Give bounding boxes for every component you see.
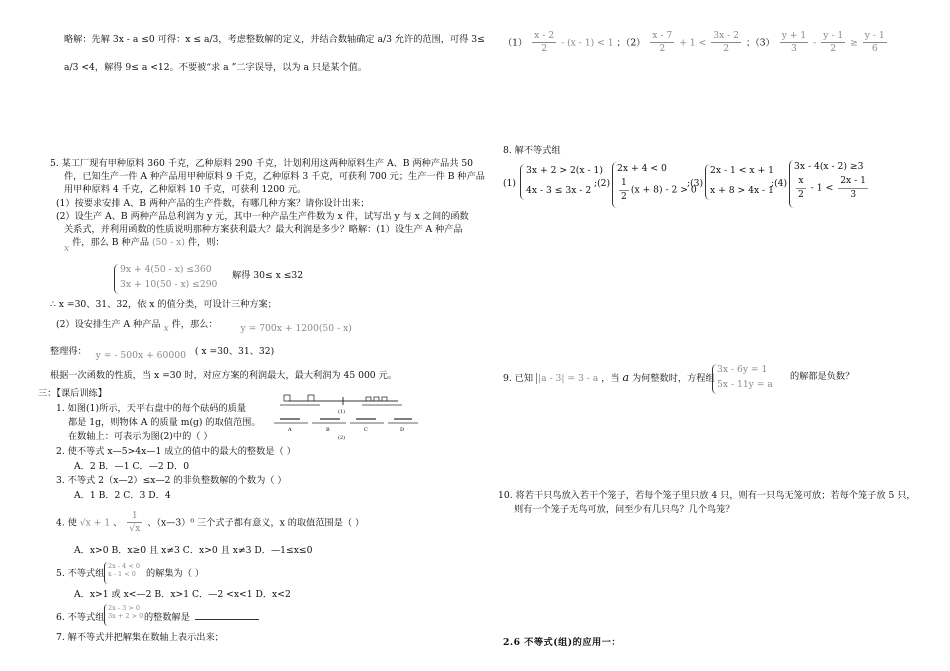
ex5-system-row-2: x - 1 < 0 — [108, 570, 136, 579]
ex6-line-1: 6. 不等式组 — [56, 612, 105, 623]
ex4-sqrt-expr: √x + 1 — [79, 517, 111, 529]
ex2-line-1: 2. 使不等式 x—5>4x—1 成立的值中的最大的整数是（ ） — [56, 446, 296, 457]
ex1-line-2: 都是 1g，则物体 A 的质量 m(g) 的取值范围。 — [68, 417, 261, 428]
ex8-system-2 — [617, 163, 697, 203]
ex7-frac-1 — [532, 30, 556, 56]
q5-system — [120, 264, 217, 292]
q5-system-row-2: 3x + 10(50 - x) ≤290 — [120, 279, 218, 291]
ex9-var-a: a — [622, 371, 630, 384]
ex8-s2-label: ;(2) — [594, 178, 611, 189]
ex8-s2-row-2 — [617, 177, 697, 203]
ex8-system-4 — [794, 161, 870, 201]
ex8-s2-row-1: 2x + 4 < 0 — [617, 163, 667, 174]
ex7-frac-5 — [821, 30, 845, 56]
q5-var-x: x — [64, 243, 70, 254]
q5-line-6: 关系式，并利用函数的性质说明那种方案获利最大？最大利润是多少？略解：(1）设生产 A 种产品 — [64, 224, 463, 235]
ex4-sep: 、 — [113, 517, 123, 529]
q5-x-values: ( x =30、31、32) — [194, 346, 275, 357]
balance-number-line-figure — [270, 393, 420, 441]
q5-line-1: 5. 某工厂现有甲种原料 360 千克，乙种原料 290 千克，计划利用这两种原料生产 A、B 两种产品共 50 — [50, 158, 474, 169]
ex7-frac-6-den: 6 — [871, 43, 878, 55]
option-c-label: C — [364, 427, 368, 433]
ex7-frac-6-num: y - 1 — [863, 30, 887, 43]
analysis-text-1: 略解：先解 3x - a ≤0 可得：x ≤ a/3，考虑整数解的定义，并结合数轴确定 a/3 允许的范围，可得 3≤ — [64, 34, 485, 45]
ex7-frac-6 — [863, 30, 887, 56]
q5-line-3: 用甲种原料 4 千克，乙种原料 10 千克，可获利 1200 元。 — [64, 184, 307, 195]
ex7-items — [503, 30, 889, 56]
q5-expr-b: (50 - x) — [151, 237, 185, 248]
ex4-frac-num: 1 — [127, 510, 142, 523]
option-d-label: D — [400, 427, 405, 433]
ex8-s4-frac-2-den: 3 — [850, 188, 857, 200]
ex3-options: A．1 B．2 C．3 D．4 — [74, 490, 171, 501]
ex7-frac-2-num: x - 7 — [650, 30, 674, 43]
section-heading-2-6: 2.6 不等式(组)的应用一： — [503, 637, 622, 648]
q5-line-11 — [50, 346, 275, 361]
figure-label-2: (2) — [338, 435, 346, 441]
ex7-e2-mid: + 1 < — [679, 37, 707, 49]
ex8-s2-frac-den: 2 — [621, 190, 627, 202]
ex9-when: ，当 — [601, 373, 620, 384]
q5-system-brace — [114, 264, 119, 294]
section-3-heading: 三：【课后训练】 — [38, 388, 107, 399]
ex8-s2-row-2-rest: (x + 8) - 2 > 0 — [630, 184, 697, 196]
ex7-p2: ；（2） — [616, 37, 646, 49]
ex7-e3-mid: - — [813, 37, 817, 49]
ex7-e1-rest: - (x - 1) < 1 — [561, 37, 614, 49]
q5-line-7 — [64, 237, 225, 255]
option-b-label: B — [326, 427, 330, 433]
ex8-title: 8. 解不等式组 — [503, 145, 561, 156]
ex5-line-1 — [56, 568, 104, 580]
q5-line-10 — [56, 319, 352, 334]
q5-text-then: 件，则： — [187, 237, 225, 248]
q5-profit-simplified: y = - 500x + 60000 — [95, 350, 186, 361]
ex7-p1: （1） — [503, 37, 528, 49]
ex8-s1-row-1: 3x + 2 > 2(x - 1) — [526, 165, 603, 176]
ex3-line-1: 3. 不等式 2（x—2）≤x—2 的非负整数解的个数为（ ） — [56, 475, 287, 486]
q5-text-simplify: 整理得： — [50, 346, 87, 357]
ex9-system-row-1: 3x - 6y = 1 — [717, 364, 768, 375]
ex4-line-1 — [56, 510, 364, 536]
ex8-s1-row-2: 4x - 3 ≤ 3x - 2 — [526, 185, 592, 197]
ex8-s3-label: ;(3) — [687, 178, 704, 189]
ex6-system — [108, 604, 143, 621]
ex8-s3-row-2: x + 8 > 4x - 1 — [710, 185, 774, 197]
ex4-lead: 4. 使 — [56, 517, 77, 529]
ex8-s4-frac-1 — [796, 175, 806, 201]
ex7-frac-3 — [711, 30, 741, 56]
ex8-s4-frac-1-num: x — [796, 175, 806, 188]
ex4-rest: 、（x—3）⁰ 三个式子都有意义，x 的取值范围是（ ） — [147, 517, 365, 529]
figure-label-1: (1) — [338, 409, 346, 415]
ex8-s3-row-1: 2x - 1 < x + 1 — [710, 165, 774, 176]
ex8-s4-row-1: 3x - 4(x - 2) ≥3 — [794, 161, 864, 172]
ex5-tail: 的解集为（ ） — [146, 568, 205, 579]
ex6-tail-text: 的整数解是 — [144, 612, 190, 623]
ex10-line-2: 则有一个笼子无鸟可放，问至少有几只鸟？几个鸟笼？ — [514, 504, 735, 515]
ex6-system-row-2: 3x + 2 > 0 — [108, 612, 144, 621]
ex8-s4-frac-1-den: 2 — [798, 188, 804, 200]
q5-system-row-1: 9x + 4(50 - x) ≤360 — [120, 264, 212, 275]
ex8-s1-label: (1) — [503, 178, 517, 189]
ex6-tail — [144, 612, 259, 624]
ex7-e3-ge: ≥ — [850, 37, 858, 49]
ex9-abs-eq: |a - 3| = 3 - a — [537, 373, 599, 384]
ex9-text: 为何整数时，方程组 — [631, 373, 715, 384]
analysis-text-2: a/3 <4，解得 9≤ a <12。不要被“求 a ”二字误导，以为 a 只是某个值。 — [64, 62, 368, 73]
ex9-tail: 的解都是负数？ — [790, 371, 855, 382]
q5-line-2: 件，已知生产一件 A 种产品用甲种原料 9 千克，乙种原料 3 千克，可获利 700 元；生产一件 B 种产品 — [64, 171, 485, 182]
ex7-frac-4-den: 3 — [791, 43, 797, 55]
q5-solve: 解得 30≤ x ≤32 — [232, 270, 304, 281]
ex10-line-1: 10. 将若干只鸟放入若干个笼子，若每个笼子里只放 4 只，则有一只鸟无笼可放；若每个笼子放 5 只， — [498, 490, 916, 501]
ex8-system-3 — [710, 165, 774, 198]
ex7-frac-3-den: 2 — [723, 43, 730, 55]
number-line-options-icon — [274, 419, 418, 423]
ex7-frac-4 — [780, 30, 809, 56]
ex5-system-row-1: 2x - 4 < 0 — [108, 562, 140, 570]
ex8-s4-label: ;(4) — [771, 178, 788, 189]
q5-text-plan: (2）设安排生产 A 种产品 — [56, 319, 161, 330]
ex1-line-1: 1. 如图(1)所示，天平右盘中的每个砝码的质量 — [56, 403, 247, 414]
ex7-frac-3-num: 3x - 2 — [711, 30, 741, 43]
ex7-frac-1-den: 2 — [541, 43, 548, 55]
ex9-system-row-2: 5x - 11y = a — [717, 379, 773, 391]
q5-text-then2: 件，那么： — [171, 319, 218, 330]
ex1-line-3: 在数轴上：可表示为图(2)中的（ ） — [68, 431, 213, 442]
ex2-options: A．2 B．—1 C．—2 D．0 — [74, 461, 190, 472]
q5-profit-fn: y = 700x + 1200(50 - x) — [240, 323, 352, 334]
ex7-p3: ；（3） — [745, 37, 775, 49]
q5-line-12: 根据一次函数的性质，当 x =30 时，对应方案的利润最大，最大利润为 45 000 元。 — [50, 370, 397, 381]
balance-scale-icon — [280, 395, 402, 405]
q5-line-5: (2）设生产 A、B 两种产品总利润为 y 元，其中一种产品生产件数为 x 件，试写出 y 与 x 之间的函数 — [56, 211, 469, 222]
ex6-system-row-1: 2x - 3 > 0 — [108, 604, 140, 612]
option-a-label: A — [288, 427, 292, 433]
ex7-frac-4-num: y + 1 — [780, 30, 809, 43]
ex7-frac-2-den: 2 — [659, 43, 666, 55]
ex7-frac-5-den: 2 — [830, 43, 837, 55]
analysis-line-1 — [64, 34, 485, 46]
q5-line-9: ∴ x =30、31、32，依 x 的值分类，可设计三种方案； — [50, 299, 277, 310]
ex9-lead: 9. 已知 — [503, 373, 534, 384]
ex8-system-1 — [526, 165, 603, 198]
ex4-reciprocal-sqrt — [127, 510, 142, 536]
ex5-system — [108, 562, 140, 579]
ex6-answer-blank[interactable] — [195, 619, 259, 620]
ex7-line: 7. 解不等式并把解集在数轴上表示出来； — [56, 632, 224, 643]
ex9-system — [717, 364, 773, 392]
ex8-s4-row-2 — [794, 175, 870, 201]
ex8-s1-brace — [520, 164, 525, 200]
ex7-frac-1-num: x - 2 — [532, 30, 556, 43]
ex4-frac-den: √x — [129, 523, 141, 535]
q5-line-4: (1）按要求安排 A、B 两种产品的生产件数，有哪几种方案？请你设计出来； — [56, 198, 370, 209]
ex9-line-1 — [503, 371, 715, 386]
ex5-lead: 5. 不等式组 — [56, 568, 105, 579]
ex4-options: A．x>0 B．x≥0 且 x≠3 C．x>0 且 x≠3 D．—1≤x≤0 — [74, 545, 313, 556]
ex8-s4-frac-2 — [838, 175, 868, 201]
ex8-s4-frac-2-num: 2x - 1 — [838, 175, 868, 188]
q5-text-b: 件，那么 B 种产品 — [72, 237, 150, 248]
ex5-options: A．x>1 或 x<—2 B．x>1 C．—2 <x<1 D．x<2 — [74, 589, 291, 600]
ex8-s4-mid: - 1 < — [807, 182, 834, 194]
analysis-line-2 — [64, 62, 367, 74]
ex8-s2-frac-num: 1 — [619, 177, 629, 190]
ex8-s2-frac — [619, 177, 629, 203]
q5-var-x2: x — [163, 323, 169, 334]
ex7-frac-5-num: y - 1 — [821, 30, 845, 43]
ex7-frac-2 — [650, 30, 674, 56]
